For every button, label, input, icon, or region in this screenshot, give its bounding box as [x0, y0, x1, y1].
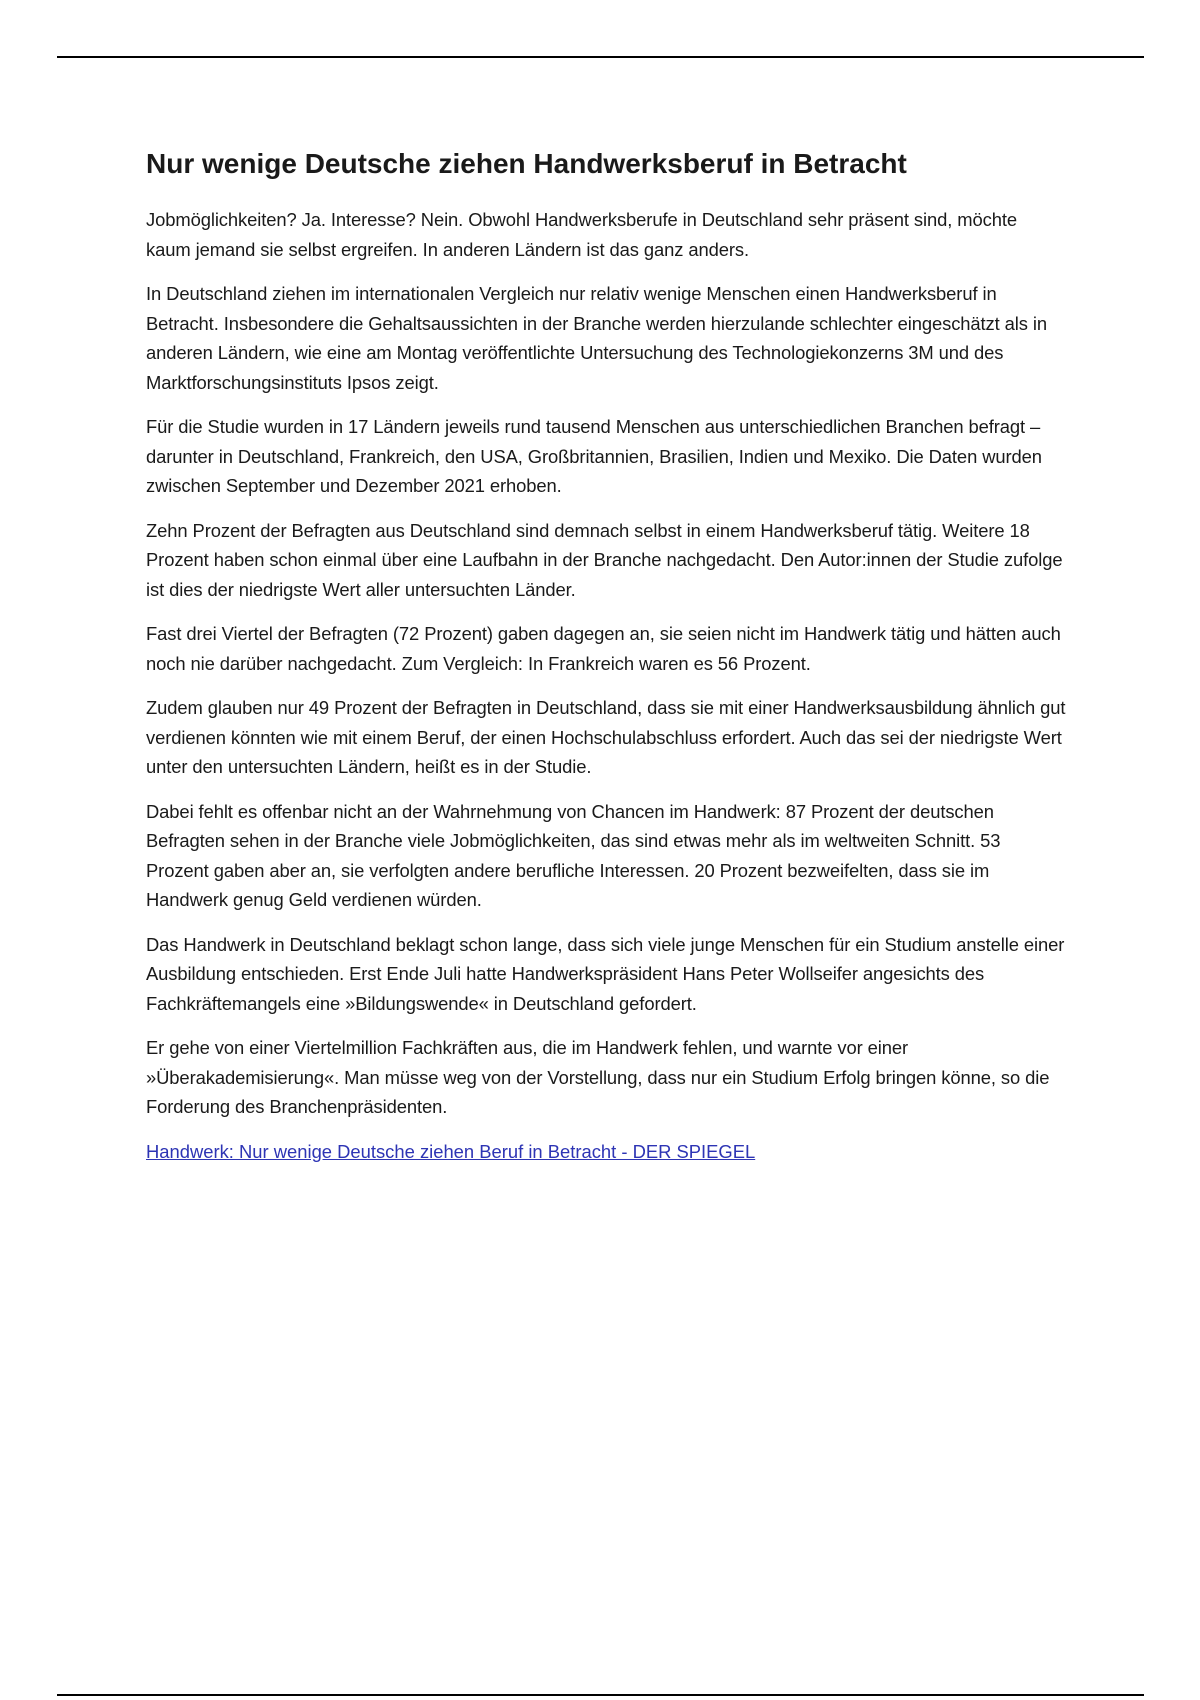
article-lead: Jobmöglichkeiten? Ja. Interesse? Nein. Obwohl Handwerksberufe in Deutschland sehr präsent sind, möchte kaum jemand sie selbst ergreifen. In anderen Ländern ist das ganz anders.	[146, 209, 1017, 260]
article-paragraph: In Deutschland ziehen im internationalen Vergleich nur relativ wenige Menschen einen Handwerksberuf in Betracht. Insbesondere die Gehaltsaussichten in der Branche werden hierzulande schlechter eingeschätzt als in anderen Ländern, wie eine am Montag veröffentlichte Untersuchung des Technologiekonzerns 3M und des Marktforschungsinstituts Ipsos zeigt.	[146, 283, 1048, 393]
article-paragraph: Das Handwerk in Deutschland beklagt schon lange, dass sich viele junge Menschen für ein Studium anstelle einer Ausbildung entschieden. Erst Ende Juli hatte Handwerkspräsident Hans Peter Wollseifer angesichts des Fachkräftemangels eine »Bildungswende« in Deutschland gefordert.	[146, 933, 1065, 1014]
article-paragraph: Er gehe von einer Viertelmillion Fachkräften aus, die im Handwerk fehlen, und warnte vor einer »Überakademisierung«. Man müsse weg von der Vorstellung, dass nur ein Studium Erfolg bringen könne, so die Forderung des Branchenpräsidenten.	[146, 1037, 1050, 1117]
article	[146, 146, 1066, 1166]
header-rule	[57, 56, 1144, 58]
article-paragraph: Dabei fehlt es offenbar nicht an der Wahrnehmung von Chancen im Handwerk: 87 Prozent der deutschen Befragten sehen in der Branche viele Jobmöglichkeiten, das sind etwas mehr als im weltweiten Schnitt. 53 Prozent gaben aber an, sie verfolgten andere berufliche Interessen. 20 Prozent bezweifelten, dass sie im Handwerk genug Geld verdienen würden.	[146, 800, 1001, 910]
article-paragraph: Fast drei Viertel der Befragten (72 Prozent) gaben dagegen an, sie seien nicht im Handwerk tätig und hätten auch noch nie darüber nachgedacht. Zum Vergleich: In Frankreich waren es 56 Prozent.	[146, 623, 1061, 674]
article-paragraph: Für die Studie wurden in 17 Ländern jeweils rund tausend Menschen aus unterschiedlichen Branchen befragt – darunter in Deutschland, Frankreich, den USA, Großbritannien, Brasilien, Indien und Mexiko. Die Daten wurden zwischen September und Dezember 2021 erhoben.	[146, 416, 1042, 496]
article-paragraph: Zudem glauben nur 49 Prozent der Befragten in Deutschland, dass sie mit einer Handwerksausbildung ähnlich gut verdienen könnten wie mit einem Beruf, der einen Hochschulabschluss erfordert. Auch das sei der niedrigste Wert unter den untersuchten Ländern, heißt es in der Studie.	[146, 697, 1066, 777]
article-title: Nur wenige Deutsche ziehen Handwerksberuf in Betracht	[146, 148, 907, 179]
source-link[interactable]: Handwerk: Nur wenige Deutsche ziehen Beruf in Betracht - DER SPIEGEL	[146, 1140, 756, 1162]
footer-rule	[57, 1694, 1144, 1696]
article-paragraph: Zehn Prozent der Befragten aus Deutschland sind demnach selbst in einem Handwerksberuf tätig. Weitere 18 Prozent haben schon einmal über eine Laufbahn in der Branche nachgedacht. Den Autor:innen der Studie zufolge ist dies der niedrigste Wert aller untersuchten Länder.	[146, 519, 1063, 600]
